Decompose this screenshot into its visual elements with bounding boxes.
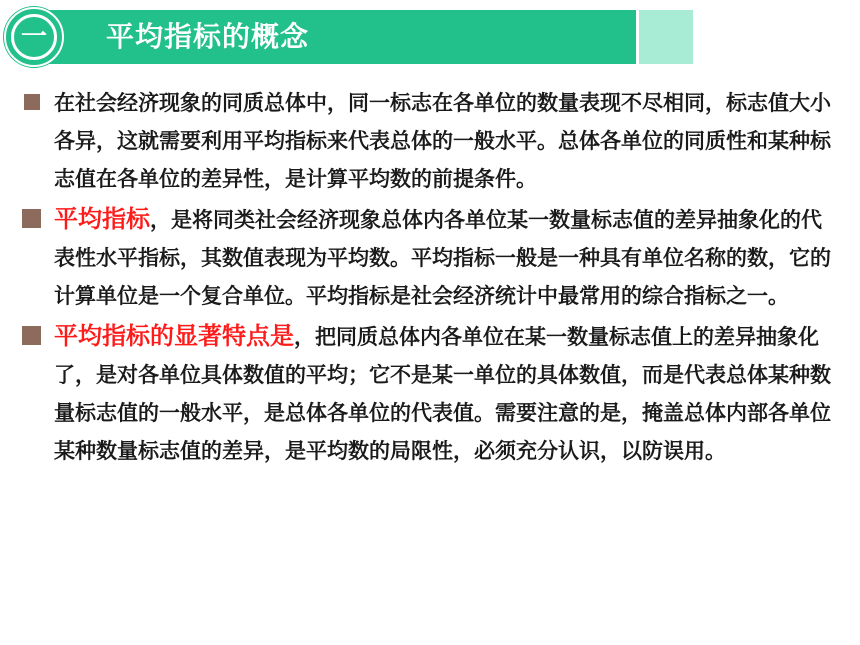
paragraph-3 xyxy=(20,317,840,470)
paragraph-1 xyxy=(20,84,840,198)
bullet-square-icon xyxy=(24,94,40,110)
highlight-term: 平均指标 xyxy=(54,205,150,233)
paragraph-text: 在社会经济现象的同质总体中，同一标志在各单位的数量表现不尽相同，标志值大小各异，这就需要利用平均指标来代表总体的一般水平。总体各单位的同质性和某种标志值在各单位的差异性，是计算平均数的前提条件。 xyxy=(54,91,831,191)
paragraph-text: ，把同质总体内各单位在某一数量标志值上的差异抽象化了，是对各单位具体数值的平均；它不是某一单位的具体数值，而是代表总体某种数量标志值的一般水平，是总体各单位的代表值。需要注意的是，掩盖总体内部各单位某种数量标志值的差异，是平均数的局限性，必须充分认识，以防误用。 xyxy=(54,325,831,463)
highlight-term: 平均指标的显著特点是 xyxy=(54,322,294,350)
bullet-square-icon xyxy=(22,209,41,228)
bullet-square-icon xyxy=(22,326,41,345)
section-number: 一 xyxy=(11,14,57,60)
section-number-badge xyxy=(4,7,64,67)
slide-title: 平均指标的概念 xyxy=(106,20,310,53)
header-accent-block xyxy=(639,10,693,64)
paragraph-text: ，是将同类社会经济现象总体内各单位某一数量标志值的差异抽象化的代表性水平指标，其数值表现为平均数。平均指标一般是一种具有单位名称的数，它的计算单位是一个复合单位。平均指标是社会经济统计中最常用的综合指标之一。 xyxy=(54,208,831,308)
paragraph-2 xyxy=(20,200,840,315)
slide-body xyxy=(20,84,840,472)
